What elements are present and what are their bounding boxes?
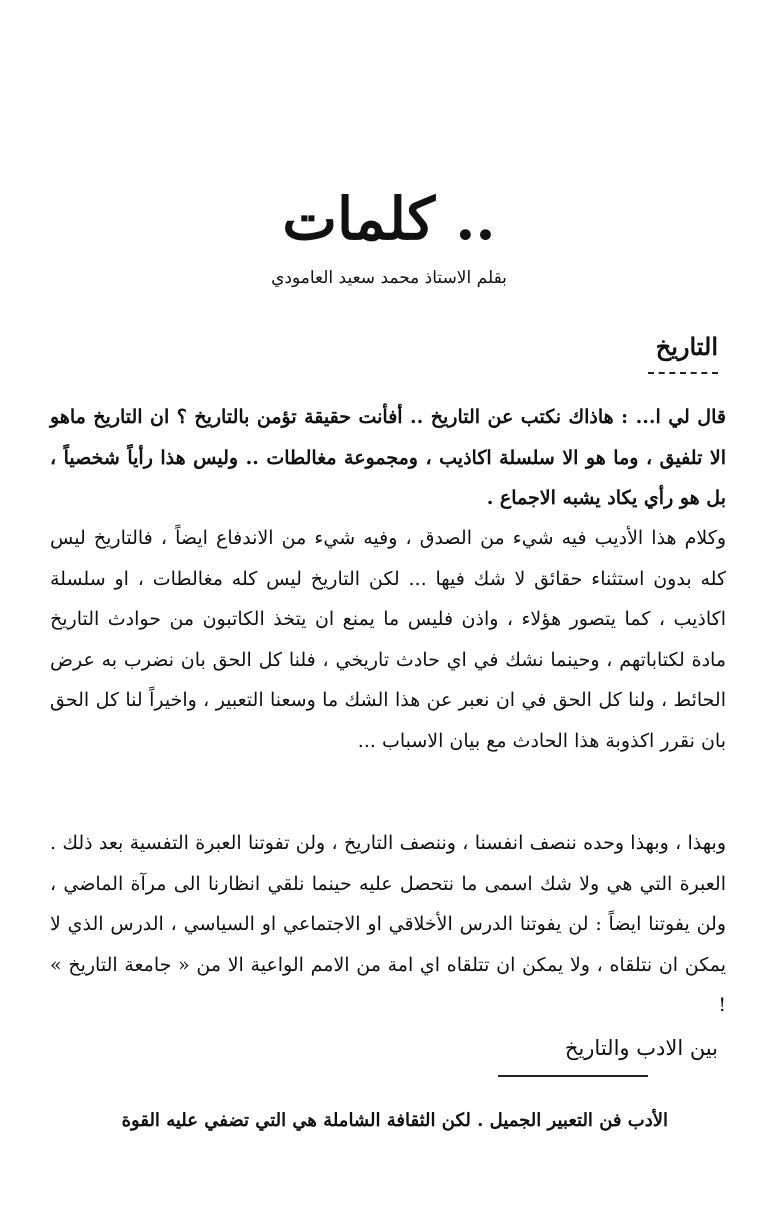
section-underline [648,372,718,374]
section-heading-literature-history: بين الادب والتاريخ [564,1036,718,1060]
paragraph-text: قال لي ا... : هاذاك نكتب عن التاريخ .. أفأنت حقيقة تؤمن بالتاريخ ؟ ان التاريخ ماهو الا تلفيق ، وما هو الا سلسلة اكاذيب ، ومجموعة مغالطات .. وليس هذا رأياً شخصياً ، بل هو رأي يكاد يشبه الاجماع . [50,406,726,509]
paragraph-2 [50,518,726,761]
section-heading-history: التاريخ [655,332,718,361]
paragraph-3 [50,823,726,1026]
closing-line: الأدب فن التعبير الجميل . لكن الثقافة الشاملة هي التي تضفي عليه القوة [121,1110,668,1131]
section-underline [498,1075,648,1077]
paragraph-text: وكلام هذا الأديب فيه شيء من الصدق ، وفيه شيء من الاندفاع ايضاً ، فالتاريخ ليس كله بدون استثناء حقائق لا شك فيها ... لكن التاريخ ليس كله مغالطات ، او سلسلة اكاذيب ، كما يتصور هؤلاء ، واذن فليس ما يمنع ان يتخذ الكاتبون من حوادث التاريخ مادة لكتاباتهم ، وحينما نشك في اي حادث تاريخي ، فلنا كل الحق بان نضرب به عرض الحائط ، ولنا كل الحق في ان نعبر عن هذا الشك ما وسعنا التعبير ، واخيراً لنا كل الحق بان نقرر اكذوبة هذا الحادث مع بيان الاسباب ... [50,527,726,752]
author-byline: بقلم الاستاذ محمد سعيد العامودي [271,268,507,288]
page-title: كلمات .. [282,185,496,253]
paragraph-1 [50,397,726,519]
paragraph-text: وبهذا ، وبهذا وحده ننصف انفسنا ، وننصف التاريخ ، ولن تفوتنا العبرة التفسية بعد ذلك . العبرة التي هي ولا شك اسمى ما نتحصل عليه حينما نلقي انظارنا الى مرآة الماضي ، ولن يفوتنا ايضاً : لن يفوتنا الدرس الأخلاقي او الاجتماعي او السياسي ، الدرس الذي لا يمكن ان نتلقاه ، ولا يمكن ان تتلقاه اي امة من الامم الواعية الا من « جامعة التاريخ » ! [50,832,726,1016]
